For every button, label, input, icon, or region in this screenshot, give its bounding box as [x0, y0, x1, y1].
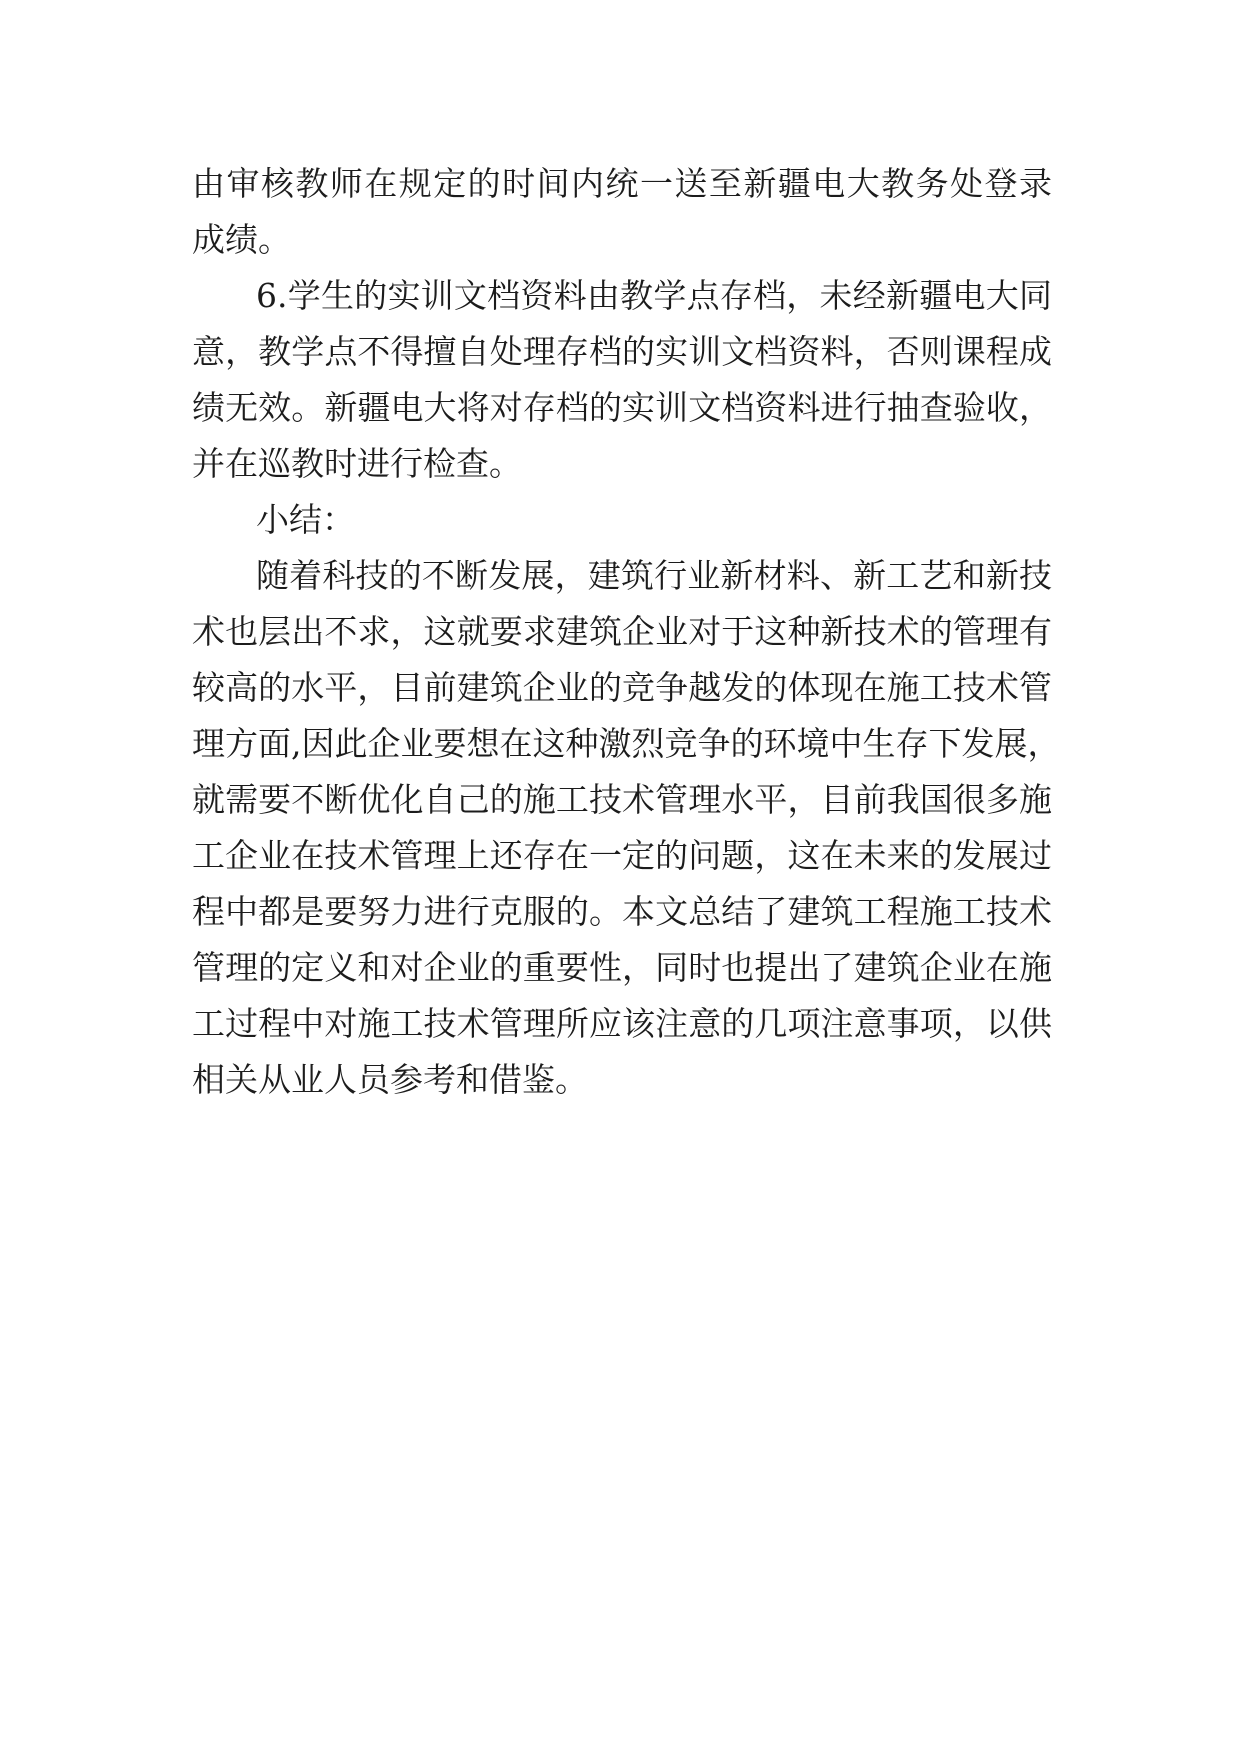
text-line: 6.学生的实训文档资料由教学点存档，未经新疆电大同: [256, 276, 1052, 315]
text-line: 随着科技的不断发展，建筑行业新材料、新工艺和新技: [256, 556, 1052, 595]
document-body: [192, 156, 1061, 1108]
text-line: 较高的水平，目前建筑企业的竞争越发的体现在施工技术管: [192, 668, 1052, 707]
text-line: 相关从业人员参考和借鉴。: [192, 1060, 588, 1099]
text-line: 工过程中对施工技术管理所应该注意的几项注意事项，以供: [192, 1004, 1052, 1043]
text-line: 并在巡教时进行检查。: [192, 444, 522, 483]
text-line: 成绩。: [192, 220, 291, 259]
paragraph-continuation: [192, 156, 1052, 268]
text-line: 由审核教师在规定的时间内统一送至新疆电大教务处登录: [192, 164, 1052, 203]
text-line: 工企业在技术管理上还存在一定的问题，这在未来的发展过: [192, 836, 1052, 875]
text-line: 术也层出不求，这就要求建筑企业对于这种新技术的管理有: [192, 612, 1052, 651]
text-line: 意，教学点不得擅自处理存档的实训文档资料，否则课程成: [192, 332, 1052, 371]
text-line: 小结：: [256, 500, 355, 539]
paragraph-summary: [192, 548, 1061, 1108]
paragraph-item-6: [192, 268, 1052, 492]
text-line: 理方面,因此企业要想在这种激烈竞争的环境中生存下发展，: [192, 724, 1061, 763]
text-line: 程中都是要努力进行克服的。本文总结了建筑工程施工技术: [192, 892, 1052, 931]
summary-heading: [192, 492, 1052, 548]
text-line: 就需要不断优化自己的施工技术管理水平，目前我国很多施: [192, 780, 1052, 819]
text-line: 管理的定义和对企业的重要性，同时也提出了建筑企业在施: [192, 948, 1052, 987]
text-line: 绩无效。新疆电大将对存档的实训文档资料进行抽查验收，: [192, 388, 1052, 427]
